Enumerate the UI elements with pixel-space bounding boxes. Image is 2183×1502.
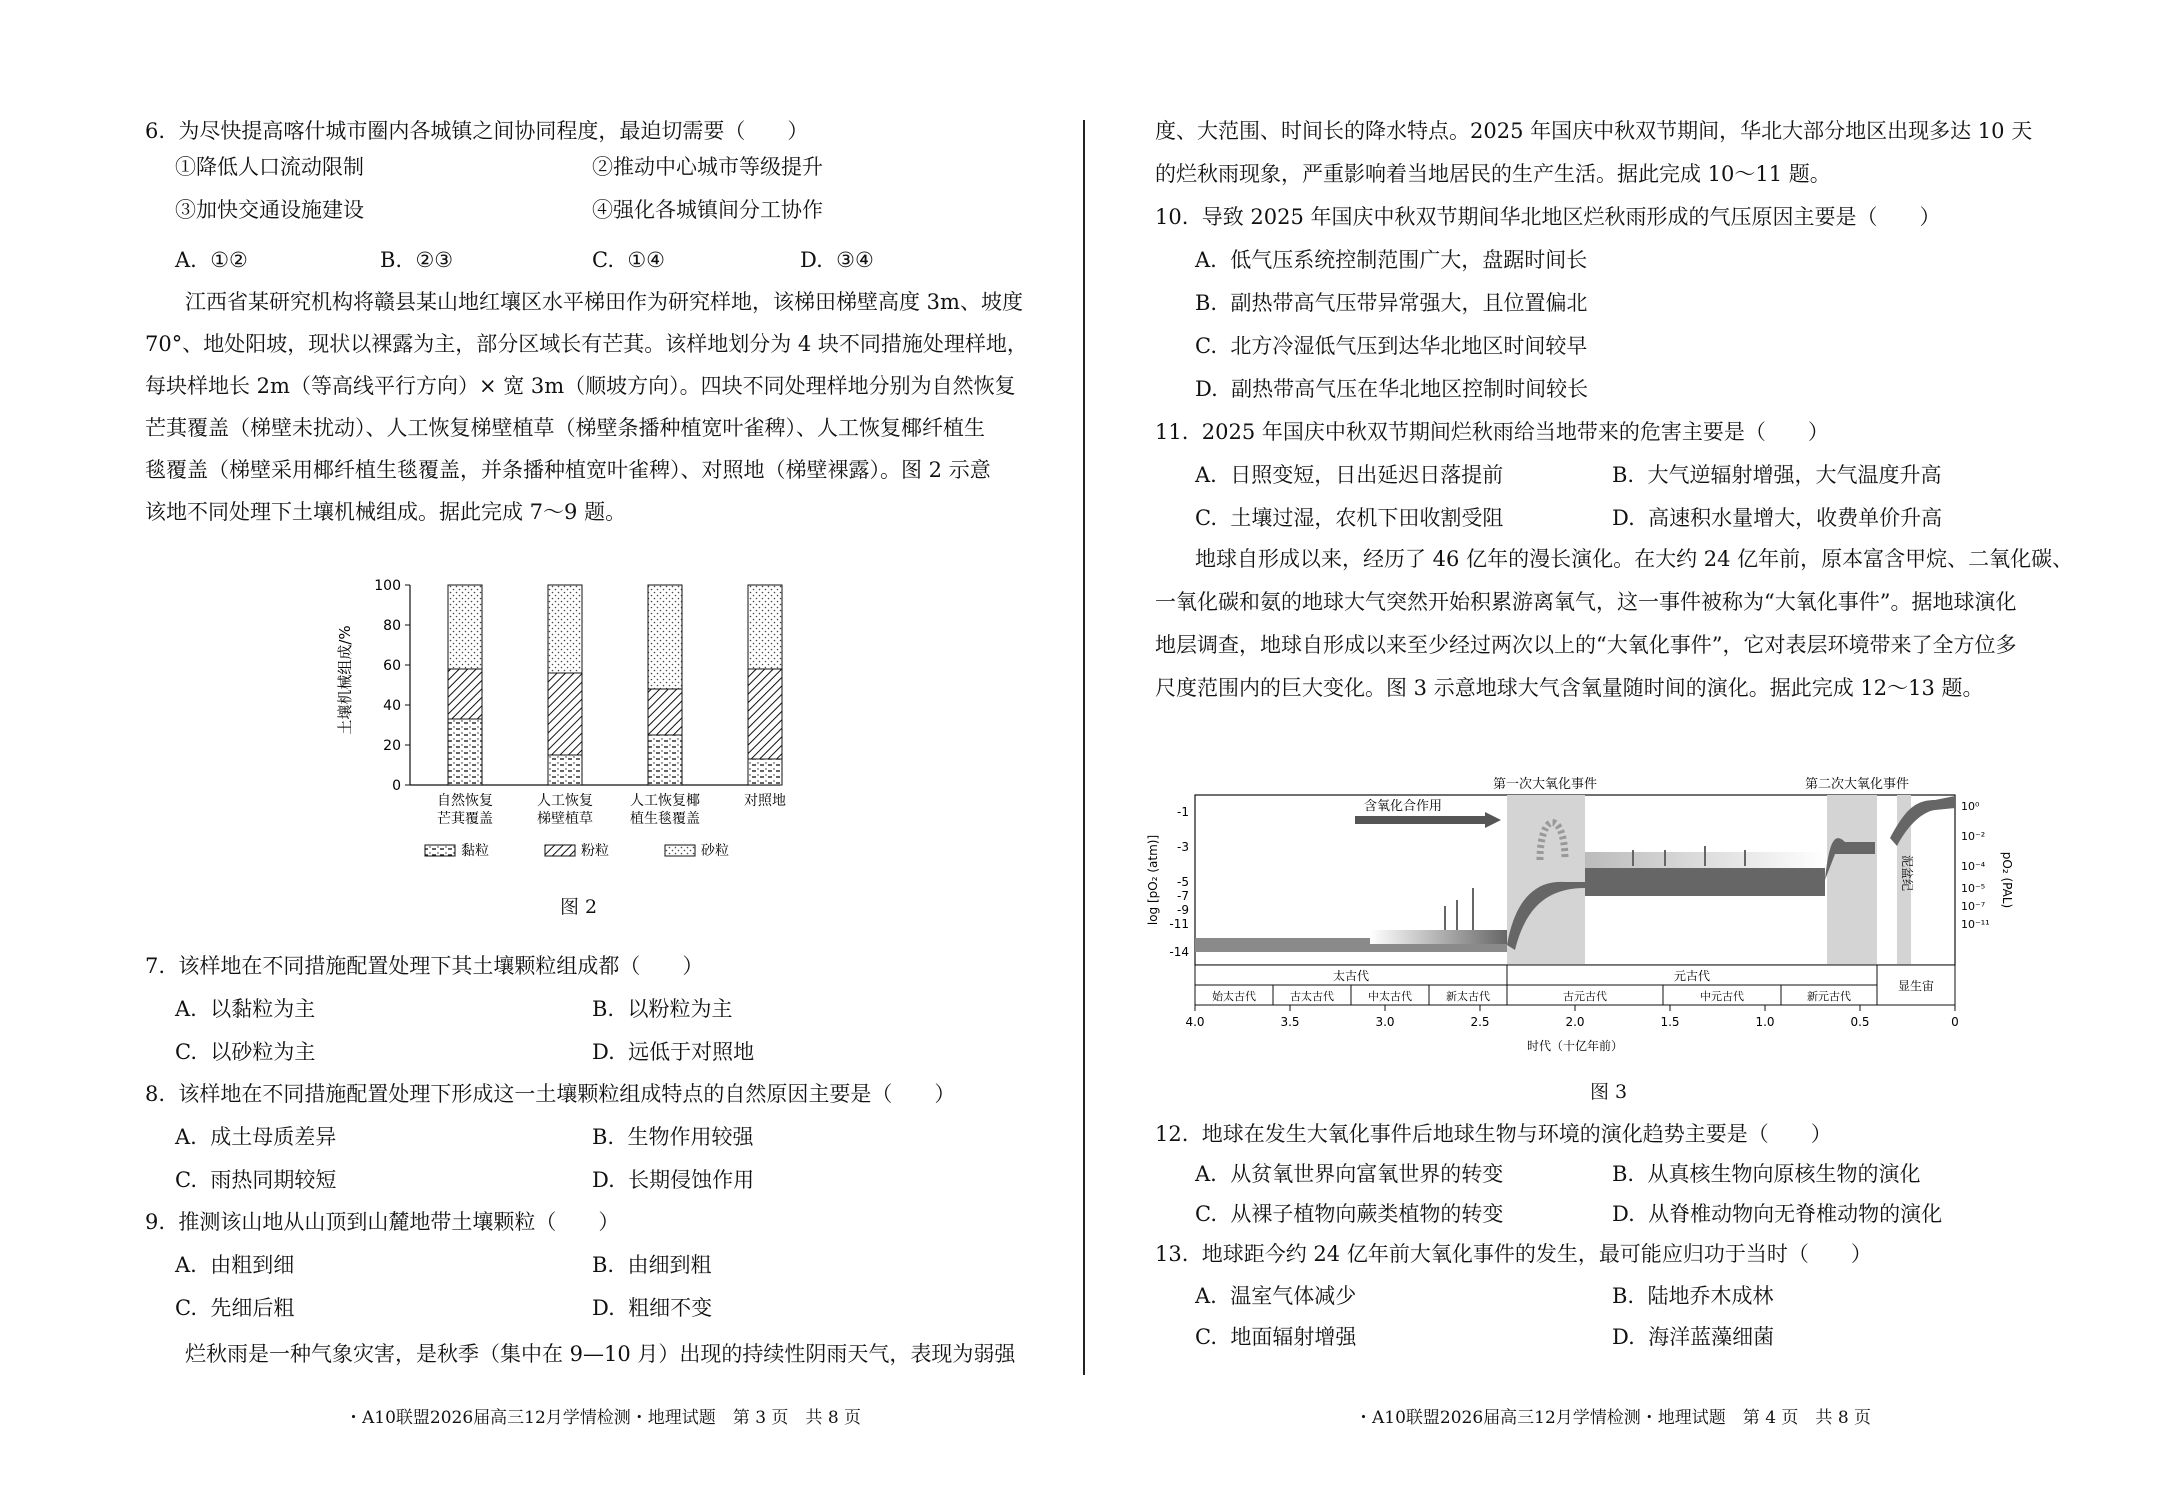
x-tick-label: 1.5 — [1660, 1015, 1680, 1029]
page-footer-left: ・A10联盟2026届高三12月学情检测・地理试题 第 3 页 共 8 页 — [345, 1408, 862, 1428]
q6-item: ④强化各城镇间分工协作 — [592, 198, 823, 222]
q11-option-a: A. 日照变短，日出延迟日落提前 — [1195, 463, 1504, 487]
y-tick-label: -5 — [1177, 875, 1189, 889]
q6-stem: 6. 为尽快提高喀什城市圈内各城镇之间协同程度，最迫切需要（ ） — [145, 119, 809, 143]
q7-stem: 7. 该样地在不同措施配置处理下其土壤颗粒组成都（ ） — [145, 954, 704, 978]
q12-option-c: C. 从裸子植物向蕨类植物的转变 — [1195, 1202, 1504, 1226]
q13-option-b: B. 陆地乔木成林 — [1612, 1284, 1774, 1308]
q9-option-a: A. 由粗到细 — [175, 1253, 295, 1277]
q10-option-b: B. 副热带高气压带异常强大，且位置偏北 — [1195, 291, 1588, 315]
q7-option-d: D. 远低于对照地 — [592, 1040, 755, 1064]
category-label: 自然恢复 — [437, 793, 493, 809]
y2-tick-label: 10⁻² — [1961, 830, 1986, 843]
x-tick-label: 4.0 — [1185, 1015, 1205, 1029]
bar-segment — [748, 669, 782, 759]
bar-segment — [648, 585, 682, 689]
y-tick-label: -14 — [1169, 945, 1189, 959]
q6-item: ③加快交通设施建设 — [175, 198, 364, 222]
x-tick-label: 2.5 — [1470, 1015, 1490, 1029]
era-label: 新太古代 — [1446, 990, 1490, 1003]
eon-label: 太古代 — [1332, 969, 1370, 983]
annotation-label: 含氧化合作用 — [1363, 799, 1443, 814]
q13-option-c: C. 地面辐射增强 — [1195, 1325, 1357, 1349]
bar-segment — [748, 759, 782, 785]
x-tick-label: 0.5 — [1850, 1015, 1870, 1029]
annotation-label: 泥盆纪 — [1900, 855, 1914, 892]
passage-line: 该地不同处理下土壤机械组成。据此完成 7～9 题。 — [145, 500, 627, 524]
category-label: 植生毯覆盖 — [630, 811, 700, 827]
legend-swatch — [545, 845, 575, 856]
q8-option-c: C. 雨热同期较短 — [175, 1168, 337, 1192]
event-label: 第一次大氧化事件 — [1492, 777, 1598, 792]
bar-segment — [648, 735, 682, 785]
q11-option-c: C. 土壤过湿，农机下田收割受阻 — [1195, 506, 1504, 530]
q10-option-d: D. 副热带高气压在华北地区控制时间较长 — [1195, 377, 1589, 401]
bar-segment — [648, 689, 682, 735]
y-tick-label: -7 — [1177, 889, 1189, 903]
eon-label: 显生宙 — [1897, 979, 1935, 993]
bar-segment — [548, 585, 582, 673]
passage-line: 江西省某研究机构将赣县某山地红壤区水平梯田作为研究样地，该梯田梯壁高度 3m、坡度 — [185, 290, 1023, 314]
category-label: 人工恢复 — [537, 793, 593, 809]
eon-label: 元古代 — [1673, 969, 1711, 983]
y-tick-label: 20 — [383, 738, 401, 754]
passage-line: 每块样地长 2m（等高线平行方向）× 宽 3m（顺坡方向）。四块不同处理样地分别为自然恢复 — [145, 374, 1016, 398]
q8-option-a: A. 成土母质差异 — [175, 1125, 337, 1149]
y-axis-label: 土壤机械组成/% — [336, 625, 354, 735]
x-tick-label: 1.0 — [1755, 1015, 1775, 1029]
bar-segment — [748, 585, 782, 669]
q10-option-c: C. 北方冷湿低气压到达华北地区时间较早 — [1195, 334, 1588, 358]
q6-item: ②推动中心城市等级提升 — [592, 155, 823, 179]
q8-option-d: D. 长期侵蚀作用 — [592, 1168, 755, 1192]
q13-option-a: A. 温室气体减少 — [1195, 1284, 1357, 1308]
q11-stem: 11. 2025 年国庆中秋双节期间烂秋雨给当地带来的危害主要是（ ） — [1155, 420, 1829, 444]
oxygen-evolution-chart — [1145, 770, 2015, 1060]
y2-tick-label: 10⁻⁷ — [1961, 900, 1986, 913]
passage-line: 一氧化碳和氨的地球大气突然开始积累游离氧气，这一事件被称为“大氧化事件”。据地球演化 — [1155, 590, 2017, 614]
bar-segment — [548, 673, 582, 755]
q6-option-a: A. ①② — [175, 248, 248, 272]
category-label: 芒萁覆盖 — [437, 811, 493, 827]
q12-option-a: A. 从贫氧世界向富氧世界的转变 — [1195, 1162, 1504, 1186]
passage-line: 地球自形成以来，经历了 46 亿年的漫长演化。在大约 24 亿年前，原本富含甲烷、二氧化碳、 — [1195, 547, 2074, 571]
y-tick-label: -9 — [1177, 903, 1189, 917]
y-tick-label: -3 — [1177, 840, 1189, 854]
x-tick-label: 0 — [1951, 1015, 1959, 1029]
page-footer-right: ・A10联盟2026届高三12月学情检测・地理试题 第 4 页 共 8 页 — [1355, 1408, 1872, 1428]
bar-segment — [448, 585, 482, 669]
q7-option-b: B. 以粉粒为主 — [592, 997, 733, 1021]
q12-option-d: D. 从脊椎动物向无脊椎动物的演化 — [1612, 1202, 1943, 1226]
figure-2-caption: 图 2 — [560, 896, 598, 918]
legend-swatch — [665, 845, 695, 856]
y2-tick-label: 10⁰ — [1961, 800, 1980, 813]
y2-tick-label: 10⁻⁴ — [1961, 860, 1986, 873]
era-label: 中元古代 — [1700, 990, 1744, 1003]
passage-line: 毯覆盖（梯壁采用椰纤植生毯覆盖，并条播种植宽叶雀稗）、对照地（梯壁裸露）。图 2 示意 — [145, 458, 991, 482]
y-tick-label: 40 — [383, 698, 401, 714]
q7-option-c: C. 以砂粒为主 — [175, 1040, 316, 1064]
y-tick-label: -11 — [1169, 917, 1189, 931]
q10-option-a: A. 低气压系统控制范围广大，盘踞时间长 — [1195, 248, 1588, 272]
passage-line: 的烂秋雨现象，严重影响着当地居民的生产生活。据此完成 10～11 题。 — [1155, 162, 1831, 186]
legend-label: 粉粒 — [581, 843, 609, 859]
q6-option-b: B. ②③ — [380, 248, 454, 272]
y2-tick-label: 10⁻⁵ — [1961, 882, 1986, 895]
x-axis-label: 时代（十亿年前） — [1526, 1039, 1624, 1053]
category-label: 对照地 — [744, 793, 786, 809]
bar-segment — [548, 755, 582, 785]
q11-option-d: D. 高速积水量增大，收费单价升高 — [1612, 506, 1943, 530]
q7-option-a: A. 以黏粒为主 — [175, 997, 316, 1021]
y-tick-label: 100 — [374, 578, 401, 594]
era-label: 古元古代 — [1563, 990, 1607, 1003]
q9-option-c: C. 先细后粗 — [175, 1296, 295, 1320]
era-label: 始太古代 — [1212, 990, 1256, 1003]
era-label: 新元古代 — [1807, 990, 1851, 1003]
y-tick-label: 80 — [383, 618, 401, 634]
q10-stem: 10. 导致 2025 年国庆中秋双节期间华北地区烂秋雨形成的气压原因主要是（ ） — [1155, 205, 1941, 229]
column-divider — [1083, 120, 1085, 1375]
q12-stem: 12. 地球在发生大氧化事件后地球生物与环境的演化趋势主要是（ ） — [1155, 1122, 1832, 1146]
q9-stem: 9. 推测该山地从山顶到山麓地带土壤颗粒（ ） — [145, 1210, 620, 1234]
q6-option-c: C. ①④ — [592, 248, 665, 272]
q6-item: ①降低人口流动限制 — [175, 155, 364, 179]
era-label: 中太古代 — [1368, 990, 1412, 1003]
y-axis-label: log [pO₂ (atm)] — [1146, 834, 1160, 926]
legend-label: 砂粒 — [701, 843, 729, 859]
soil-composition-chart — [320, 570, 800, 870]
figure-3-caption: 图 3 — [1590, 1081, 1628, 1103]
passage-line: 尺度范围内的巨大变化。图 3 示意地球大气含氧量随时间的演化。据此完成 12～13 题。 — [1155, 676, 1984, 700]
era-label: 古太古代 — [1290, 990, 1334, 1003]
y-tick-label: 0 — [392, 778, 401, 794]
q8-stem: 8. 该样地在不同措施配置处理下形成这一土壤颗粒组成特点的自然原因主要是（ ） — [145, 1082, 956, 1106]
q9-option-b: B. 由细到粗 — [592, 1253, 712, 1277]
q12-option-b: B. 从真核生物向原核生物的演化 — [1612, 1162, 1921, 1186]
passage-line: 度、大范围、时间长的降水特点。2025 年国庆中秋双节期间，华北大部分地区出现多达 10 天 — [1155, 119, 2033, 143]
category-label: 人工恢复椰 — [630, 793, 700, 809]
x-tick-label: 3.5 — [1280, 1015, 1300, 1029]
passage-line: 地层调查，地球自形成以来至少经过两次以上的“大氧化事件”，它对表层环境带来了全方位多 — [1155, 633, 2017, 657]
x-tick-label: 2.0 — [1565, 1015, 1585, 1029]
category-label: 梯壁植草 — [537, 811, 593, 827]
q8-option-b: B. 生物作用较强 — [592, 1125, 754, 1149]
q9-option-d: D. 粗细不变 — [592, 1296, 713, 1320]
q11-option-b: B. 大气逆辐射增强，大气温度升高 — [1612, 463, 1942, 487]
bar-segment — [448, 719, 482, 785]
passage-line: 70°、地处阳坡，现状以裸露为主，部分区域长有芒萁。该样地划分为 4 块不同措施处理样地， — [145, 332, 1028, 356]
legend-swatch — [425, 845, 455, 856]
q13-stem: 13. 地球距今约 24 亿年前大氧化事件的发生，最可能应归功于当时（ ） — [1155, 1242, 1872, 1266]
legend-label: 黏粒 — [461, 843, 489, 859]
bar-segment — [448, 669, 482, 719]
q13-option-d: D. 海洋蓝藻细菌 — [1612, 1325, 1775, 1349]
y-tick-label: -1 — [1177, 805, 1189, 819]
y2-axis-label: pO₂ (PAL) — [2000, 851, 2014, 909]
y2-tick-label: 10⁻¹¹ — [1961, 918, 1990, 931]
y-tick-label: 60 — [383, 658, 401, 674]
q6-option-d: D. ③④ — [800, 248, 874, 272]
passage-line: 烂秋雨是一种气象灾害，是秋季（集中在 9—10 月）出现的持续性阴雨天气，表现为弱强 — [185, 1342, 1016, 1366]
passage-line: 芒萁覆盖（梯壁未扰动）、人工恢复梯壁植草（梯壁条播种植宽叶雀稗）、人工恢复椰纤植生 — [145, 416, 985, 440]
event-label: 第二次大氧化事件 — [1804, 777, 1910, 792]
x-tick-label: 3.0 — [1375, 1015, 1395, 1029]
